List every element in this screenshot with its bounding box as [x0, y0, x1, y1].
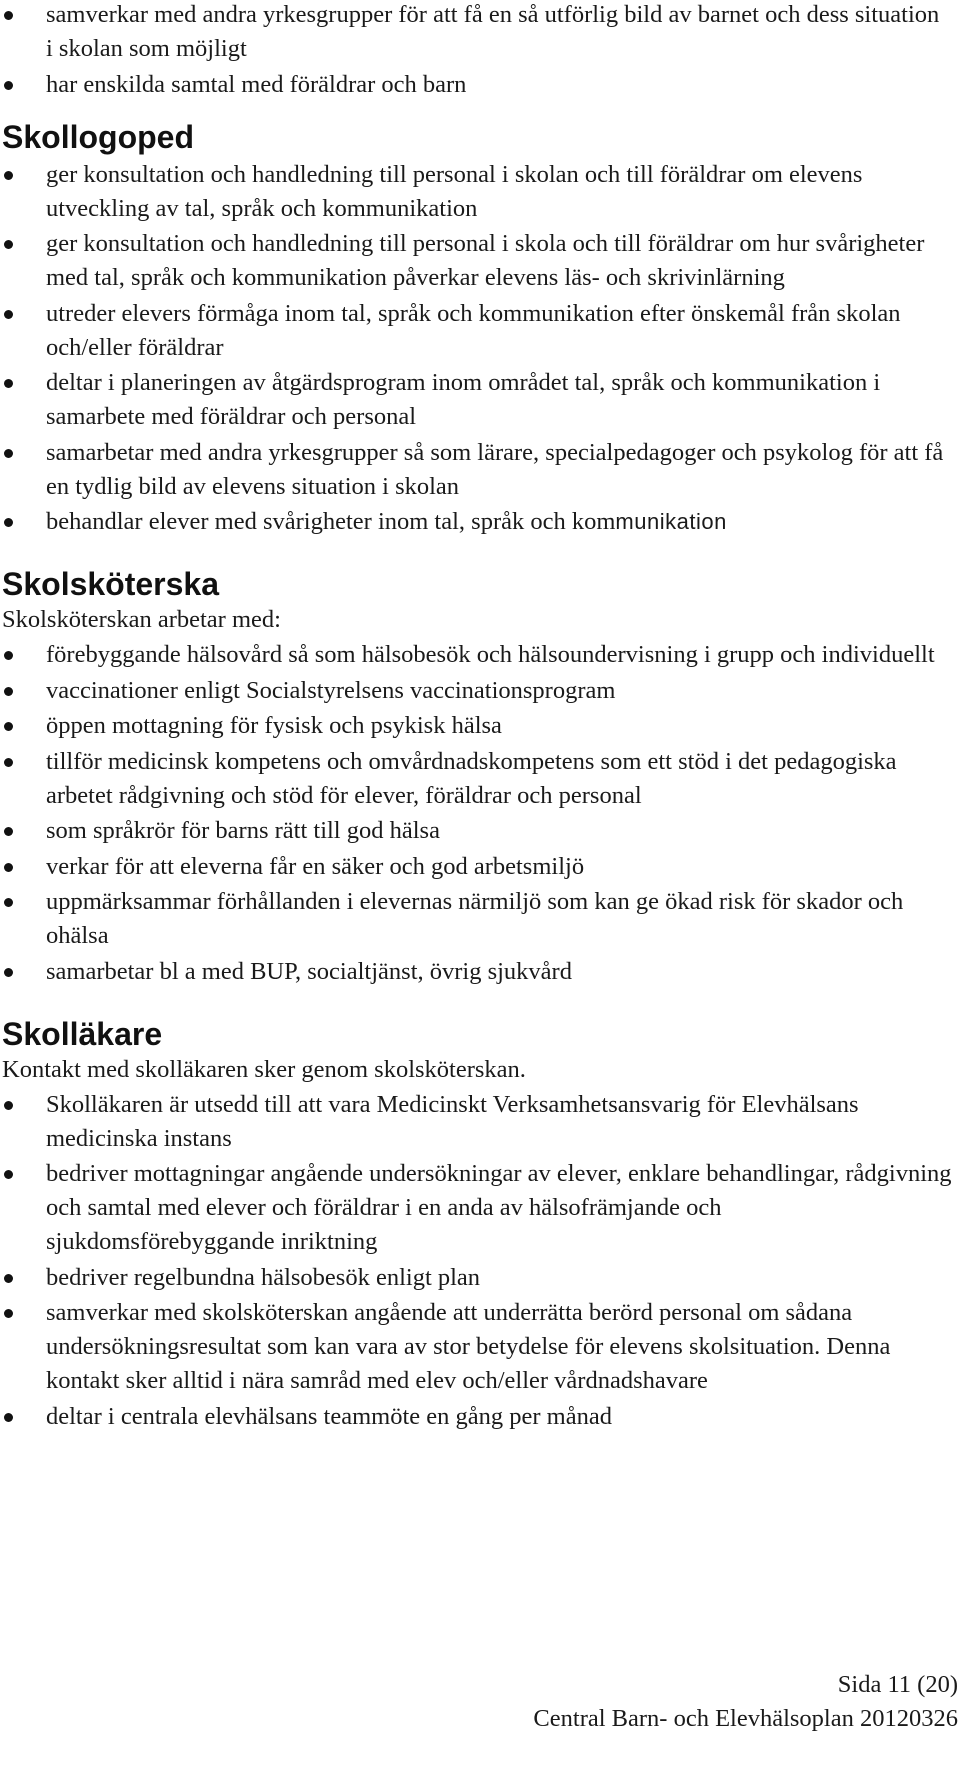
page-footer: [533, 1668, 958, 1736]
section-intro: Skolsköterskan arbetar med:: [2, 606, 281, 633]
page-number: Sida 11 (20): [837, 1671, 958, 1698]
list-item: deltar i centrala elevhälsans teammöte en gång per månad: [2, 1400, 952, 1434]
list-item: samarbetar med andra yrkesgrupper så som lärare, specialpedagoger och psykolog för att få en tydlig bild av elevens situation i skolan: [2, 436, 952, 504]
list-item: ger konsultation och handledning till personal i skola och till föräldrar om hur svårigheter med tal, språk och kommunikation påverkar elevens läs- och skrivinlärning: [2, 227, 952, 295]
skollakare-bullet-list: [2, 1088, 952, 1434]
document-content: [2, 0, 952, 1435]
list-item: Skolläkaren är utsedd till att vara Medicinskt Verksamhetsansvarig för Elevhälsans medicinska instans: [2, 1088, 952, 1156]
list-item: ger konsultation och handledning till personal i skolan och till föräldrar om elevens utveckling av tal, språk och kommunikation: [2, 158, 952, 226]
list-item: bedriver regelbundna hälsobesök enligt plan: [2, 1261, 952, 1295]
section-heading-skollogoped: Skollogoped: [2, 118, 194, 155]
list-item: vaccinationer enligt Socialstyrelsens vaccinationsprogram: [2, 674, 952, 708]
skollogoped-bullet-list: [2, 158, 952, 540]
list-item: som språkrör för barns rätt till god hälsa: [2, 814, 952, 848]
document-title: Central Barn- och Elevhälsoplan 20120326: [533, 1705, 958, 1732]
list-item: har enskilda samtal med föräldrar och barn: [2, 68, 952, 102]
list-item-text-tail: munikation: [615, 509, 727, 534]
list-item: tillför medicinsk kompetens och omvårdnadskompetens som ett stöd i det pedagogiska arbetet rådgivning och stöd för elever, föräldrar och personal: [2, 745, 952, 813]
list-item: samverkar med skolsköterskan angående att underrätta berörd personal om sådana undersökningsresultat som kan vara av stor betydelse för elevens skolsituation. Denna kontakt sker alltid i nära samråd med elev och/eller vårdnadshavare: [2, 1296, 952, 1398]
skolskoterska-bullet-list: [2, 638, 952, 989]
list-item: öppen mottagning för fysisk och psykisk hälsa: [2, 709, 952, 743]
list-item: utreder elevers förmåga inom tal, språk och kommunikation efter önskemål från skolan och/eller föräldrar: [2, 297, 952, 365]
list-item: samarbetar bl a med BUP, socialtjänst, övrig sjukvård: [2, 955, 952, 989]
section-heading-skollakare: Skolläkare: [2, 1015, 163, 1052]
list-item: deltar i planeringen av åtgärdsprogram inom området tal, språk och kommunikation i samarbete med föräldrar och personal: [2, 366, 952, 434]
section-heading-skolskoterska: Skolsköterska: [2, 566, 220, 602]
list-item: bedriver mottagningar angående undersökningar av elever, enklare behandlingar, rådgivning och samtal med elever och föräldrar i en anda av hälsofrämjande och sjukdomsförebyggande inriktning: [2, 1157, 952, 1259]
list-item: [2, 505, 952, 539]
list-item: uppmärksammar förhållanden i elevernas närmiljö som kan ge ökad risk för skador och ohälsa: [2, 885, 952, 953]
list-item-text: behandlar elever med svårigheter inom tal, språk och kom: [46, 508, 616, 535]
list-item: samverkar med andra yrkesgrupper för att få en så utförlig bild av barnet och dess situation i skolan som möjligt: [2, 0, 952, 66]
top-bullet-list: [2, 0, 952, 102]
list-item: förebyggande hälsovård så som hälsobesök och hälsoundervisning i grupp och individuellt: [2, 638, 952, 672]
section-intro: Kontakt med skolläkaren sker genom skolsköterskan.: [2, 1055, 526, 1083]
list-item: verkar för att eleverna får en säker och god arbetsmiljö: [2, 850, 952, 884]
